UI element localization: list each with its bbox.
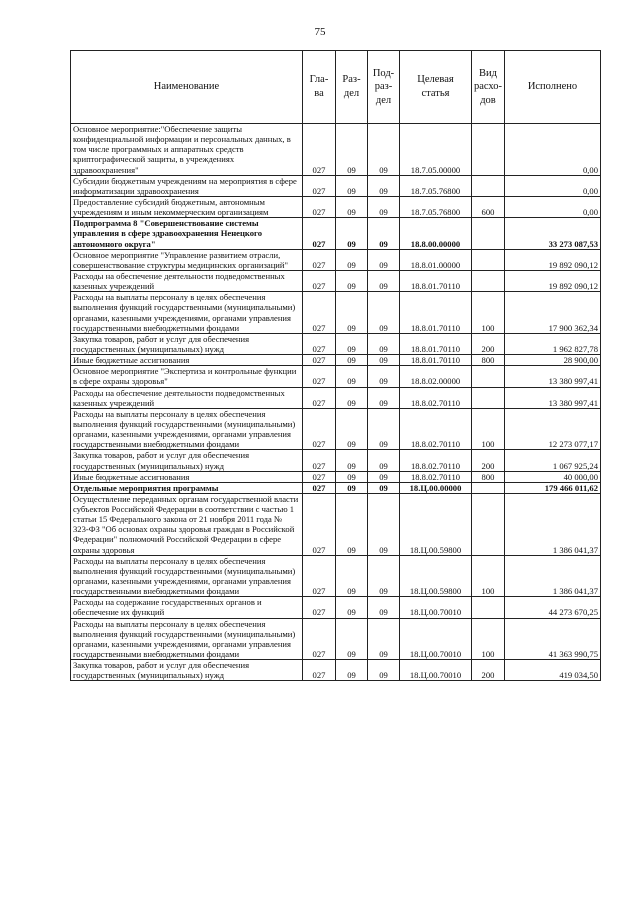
table-row: [71, 366, 601, 387]
cell-podrazdel: 09: [368, 618, 400, 660]
table-row: [71, 175, 601, 196]
cell-razdel: 09: [336, 196, 368, 217]
cell-amount: 13 380 997,41: [505, 366, 601, 387]
cell-glava: 027: [303, 249, 336, 270]
cell-name: Расходы на выплаты персоналу в целях обеспечения выполнения функций государственными (муниципальными) органами, казенными учреждениями, органами управления государственными внебюджетными фондами: [71, 555, 303, 597]
cell-vr: 800: [472, 471, 505, 482]
cell-amount: 0,00: [505, 196, 601, 217]
cell-razdel: 09: [336, 471, 368, 482]
cell-name: Отдельные мероприятия программы: [71, 482, 303, 493]
cell-amount: 1 067 925,24: [505, 450, 601, 471]
cell-name: Расходы на выплаты персоналу в целях обеспечения выполнения функций государственными (муниципальными) органами, казенными учреждениями, органами управления государственными внебюджетными фондами: [71, 292, 303, 334]
cell-target: 18.Ц.00.70010: [400, 618, 472, 660]
cell-podrazdel: 09: [368, 555, 400, 597]
table-row: [71, 333, 601, 354]
cell-target: 18.Ц.00.00000: [400, 482, 472, 493]
cell-razdel: 09: [336, 618, 368, 660]
table-row: [71, 450, 601, 471]
cell-podrazdel: 09: [368, 408, 400, 450]
cell-glava: 027: [303, 366, 336, 387]
table-row: [71, 124, 601, 176]
cell-vr: [472, 387, 505, 408]
cell-target: 18.Ц.00.59800: [400, 493, 472, 555]
cell-podrazdel: 09: [368, 660, 400, 681]
cell-target: 18.8.02.70110: [400, 387, 472, 408]
cell-glava: 027: [303, 493, 336, 555]
table-row: [71, 218, 601, 249]
cell-target: 18.8.02.70110: [400, 450, 472, 471]
cell-podrazdel: 09: [368, 366, 400, 387]
cell-amount: 40 000,00: [505, 471, 601, 482]
cell-razdel: 09: [336, 555, 368, 597]
cell-name: Иные бюджетные ассигнования: [71, 355, 303, 366]
cell-amount: 1 386 041,37: [505, 555, 601, 597]
cell-vr: 100: [472, 292, 505, 334]
cell-target: 18.8.01.70110: [400, 292, 472, 334]
budget-table: [70, 50, 601, 681]
cell-podrazdel: 09: [368, 493, 400, 555]
cell-razdel: 09: [336, 292, 368, 334]
page-number: 75: [314, 26, 326, 38]
cell-razdel: 09: [336, 270, 368, 291]
cell-podrazdel: 09: [368, 196, 400, 217]
cell-glava: 027: [303, 175, 336, 196]
table-row: [71, 555, 601, 597]
cell-target: 18.8.00.00000: [400, 218, 472, 249]
cell-razdel: 09: [336, 333, 368, 354]
cell-target: 18.8.02.70110: [400, 408, 472, 450]
cell-razdel: 09: [336, 450, 368, 471]
cell-glava: 027: [303, 408, 336, 450]
table-row: [71, 471, 601, 482]
cell-name: Закупка товаров, работ и услуг для обеспечения государственных (муниципальных) нужд: [71, 333, 303, 354]
cell-amount: 13 380 997,41: [505, 387, 601, 408]
cell-target: 18.8.01.00000: [400, 249, 472, 270]
cell-vr: 100: [472, 408, 505, 450]
cell-vr: [472, 249, 505, 270]
cell-razdel: 09: [336, 493, 368, 555]
cell-vr: [472, 366, 505, 387]
header-razdel: Раз- дел: [336, 51, 368, 124]
cell-name: Расходы на обеспечение деятельности подведомственных казенных учреждений: [71, 387, 303, 408]
cell-glava: 027: [303, 597, 336, 618]
cell-vr: 100: [472, 555, 505, 597]
cell-razdel: 09: [336, 660, 368, 681]
cell-glava: 027: [303, 270, 336, 291]
cell-razdel: 09: [336, 366, 368, 387]
cell-vr: 200: [472, 450, 505, 471]
cell-razdel: 09: [336, 124, 368, 176]
cell-glava: 027: [303, 218, 336, 249]
table-row: [71, 355, 601, 366]
cell-glava: 027: [303, 450, 336, 471]
table-row: [71, 482, 601, 493]
cell-target: 18.8.01.70110: [400, 355, 472, 366]
cell-razdel: 09: [336, 175, 368, 196]
header-target: Целевая статья: [400, 51, 472, 124]
table-row: [71, 408, 601, 450]
header-vr: Вид расхо- дов: [472, 51, 505, 124]
cell-amount: 1 386 041,37: [505, 493, 601, 555]
cell-target: 18.8.02.00000: [400, 366, 472, 387]
cell-name: Расходы на содержание государственных органов и обеспечение их функций: [71, 597, 303, 618]
cell-vr: 200: [472, 660, 505, 681]
table-row: [71, 597, 601, 618]
cell-amount: 33 273 087,53: [505, 218, 601, 249]
cell-vr: [472, 175, 505, 196]
table-row: [71, 196, 601, 217]
cell-podrazdel: 09: [368, 292, 400, 334]
cell-amount: 0,00: [505, 124, 601, 176]
cell-vr: 600: [472, 196, 505, 217]
cell-razdel: 09: [336, 249, 368, 270]
header-podrazdel: Под- раз- дел: [368, 51, 400, 124]
cell-amount: 41 363 990,75: [505, 618, 601, 660]
cell-razdel: 09: [336, 597, 368, 618]
cell-glava: 027: [303, 471, 336, 482]
cell-podrazdel: 09: [368, 355, 400, 366]
cell-podrazdel: 09: [368, 450, 400, 471]
cell-razdel: 09: [336, 387, 368, 408]
header-name: Наименование: [71, 51, 303, 124]
table-row: [71, 270, 601, 291]
cell-vr: 200: [472, 333, 505, 354]
cell-podrazdel: 09: [368, 270, 400, 291]
table-row: [71, 387, 601, 408]
cell-target: 18.8.01.70110: [400, 333, 472, 354]
cell-vr: [472, 124, 505, 176]
cell-name: Подпрограмма 8 "Совершенствование системы управления в сфере здравоохранения Ненецкого автономного округа": [71, 218, 303, 249]
cell-target: 18.7.05.76800: [400, 175, 472, 196]
cell-target: 18.8.02.70110: [400, 471, 472, 482]
table-header-row: [71, 51, 601, 124]
cell-glava: 027: [303, 387, 336, 408]
cell-amount: 44 273 670,25: [505, 597, 601, 618]
cell-glava: 027: [303, 292, 336, 334]
header-glava: Гла- ва: [303, 51, 336, 124]
cell-name: Закупка товаров, работ и услуг для обеспечения государственных (муниципальных) нужд: [71, 450, 303, 471]
cell-glava: 027: [303, 196, 336, 217]
cell-razdel: 09: [336, 355, 368, 366]
cell-razdel: 09: [336, 482, 368, 493]
cell-glava: 027: [303, 555, 336, 597]
cell-name: Основное мероприятие:"Обеспечение защиты конфиденциальной информации и персональных данных, в том числе программных и аппаратных средств криптографической защиты, в учреждениях здравоохранения": [71, 124, 303, 176]
cell-vr: [472, 270, 505, 291]
cell-name: Расходы на выплаты персоналу в целях обеспечения выполнения функций государственными (муниципальными) органами, казенными учреждениями, органами управления государственными внебюджетными фондами: [71, 408, 303, 450]
cell-podrazdel: 09: [368, 249, 400, 270]
cell-amount: 179 466 011,62: [505, 482, 601, 493]
cell-amount: 0,00: [505, 175, 601, 196]
cell-podrazdel: 09: [368, 218, 400, 249]
table-body: [71, 124, 601, 681]
cell-razdel: 09: [336, 218, 368, 249]
cell-name: Основное мероприятие "Экспертиза и контрольные функции в сфере охраны здоровья": [71, 366, 303, 387]
cell-target: 18.Ц.00.59800: [400, 555, 472, 597]
cell-target: 18.7.05.00000: [400, 124, 472, 176]
cell-vr: [472, 218, 505, 249]
cell-target: 18.7.05.76800: [400, 196, 472, 217]
cell-amount: 1 962 827,78: [505, 333, 601, 354]
cell-glava: 027: [303, 482, 336, 493]
cell-podrazdel: 09: [368, 482, 400, 493]
table-row: [71, 660, 601, 681]
cell-podrazdel: 09: [368, 597, 400, 618]
cell-name: Иные бюджетные ассигнования: [71, 471, 303, 482]
cell-name: Основное мероприятие "Управление развитием отрасли, совершенствование структуры медицинских организаций": [71, 249, 303, 270]
cell-vr: [472, 493, 505, 555]
cell-podrazdel: 09: [368, 124, 400, 176]
cell-vr: [472, 597, 505, 618]
cell-amount: 12 273 077,17: [505, 408, 601, 450]
header-done: Исполнено: [505, 51, 601, 124]
cell-name: Предоставление субсидий бюджетным, автономным учреждениям и иным некоммерческим организациям: [71, 196, 303, 217]
cell-vr: 100: [472, 618, 505, 660]
table-row: [71, 249, 601, 270]
cell-amount: 19 892 090,12: [505, 270, 601, 291]
cell-target: 18.Ц.00.70010: [400, 597, 472, 618]
cell-name: Расходы на обеспечение деятельности подведомственных казенных учреждений: [71, 270, 303, 291]
cell-target: 18.Ц.00.70010: [400, 660, 472, 681]
cell-vr: 800: [472, 355, 505, 366]
cell-name: Осуществление переданных органам государственной власти субъектов Российской Федерации в соответствии с частью 1 статьи 15 Федерального закона от 21 ноября 2011 года № 323-ФЗ "Об основах охраны здоровья граждан в Российской Федерации" полномочий Российской Федерации в сфере охраны здоровья: [71, 493, 303, 555]
cell-amount: 17 900 362,34: [505, 292, 601, 334]
table-row: [71, 292, 601, 334]
cell-podrazdel: 09: [368, 471, 400, 482]
cell-podrazdel: 09: [368, 175, 400, 196]
cell-glava: 027: [303, 660, 336, 681]
cell-name: Субсидии бюджетным учреждениям на мероприятия в сфере информатизации здравоохранения: [71, 175, 303, 196]
cell-glava: 027: [303, 618, 336, 660]
cell-name: Расходы на выплаты персоналу в целях обеспечения выполнения функций государственными (муниципальными) органами, казенными учреждениями, органами управления государственными внебюджетными фондами: [71, 618, 303, 660]
cell-podrazdel: 09: [368, 333, 400, 354]
cell-podrazdel: 09: [368, 387, 400, 408]
table-row: [71, 618, 601, 660]
cell-glava: 027: [303, 355, 336, 366]
cell-razdel: 09: [336, 408, 368, 450]
cell-amount: 19 892 090,12: [505, 249, 601, 270]
cell-glava: 027: [303, 333, 336, 354]
cell-glava: 027: [303, 124, 336, 176]
table-row: [71, 493, 601, 555]
cell-name: Закупка товаров, работ и услуг для обеспечения государственных (муниципальных) нужд: [71, 660, 303, 681]
cell-amount: 28 900,00: [505, 355, 601, 366]
cell-target: 18.8.01.70110: [400, 270, 472, 291]
cell-amount: 419 034,50: [505, 660, 601, 681]
cell-vr: [472, 482, 505, 493]
